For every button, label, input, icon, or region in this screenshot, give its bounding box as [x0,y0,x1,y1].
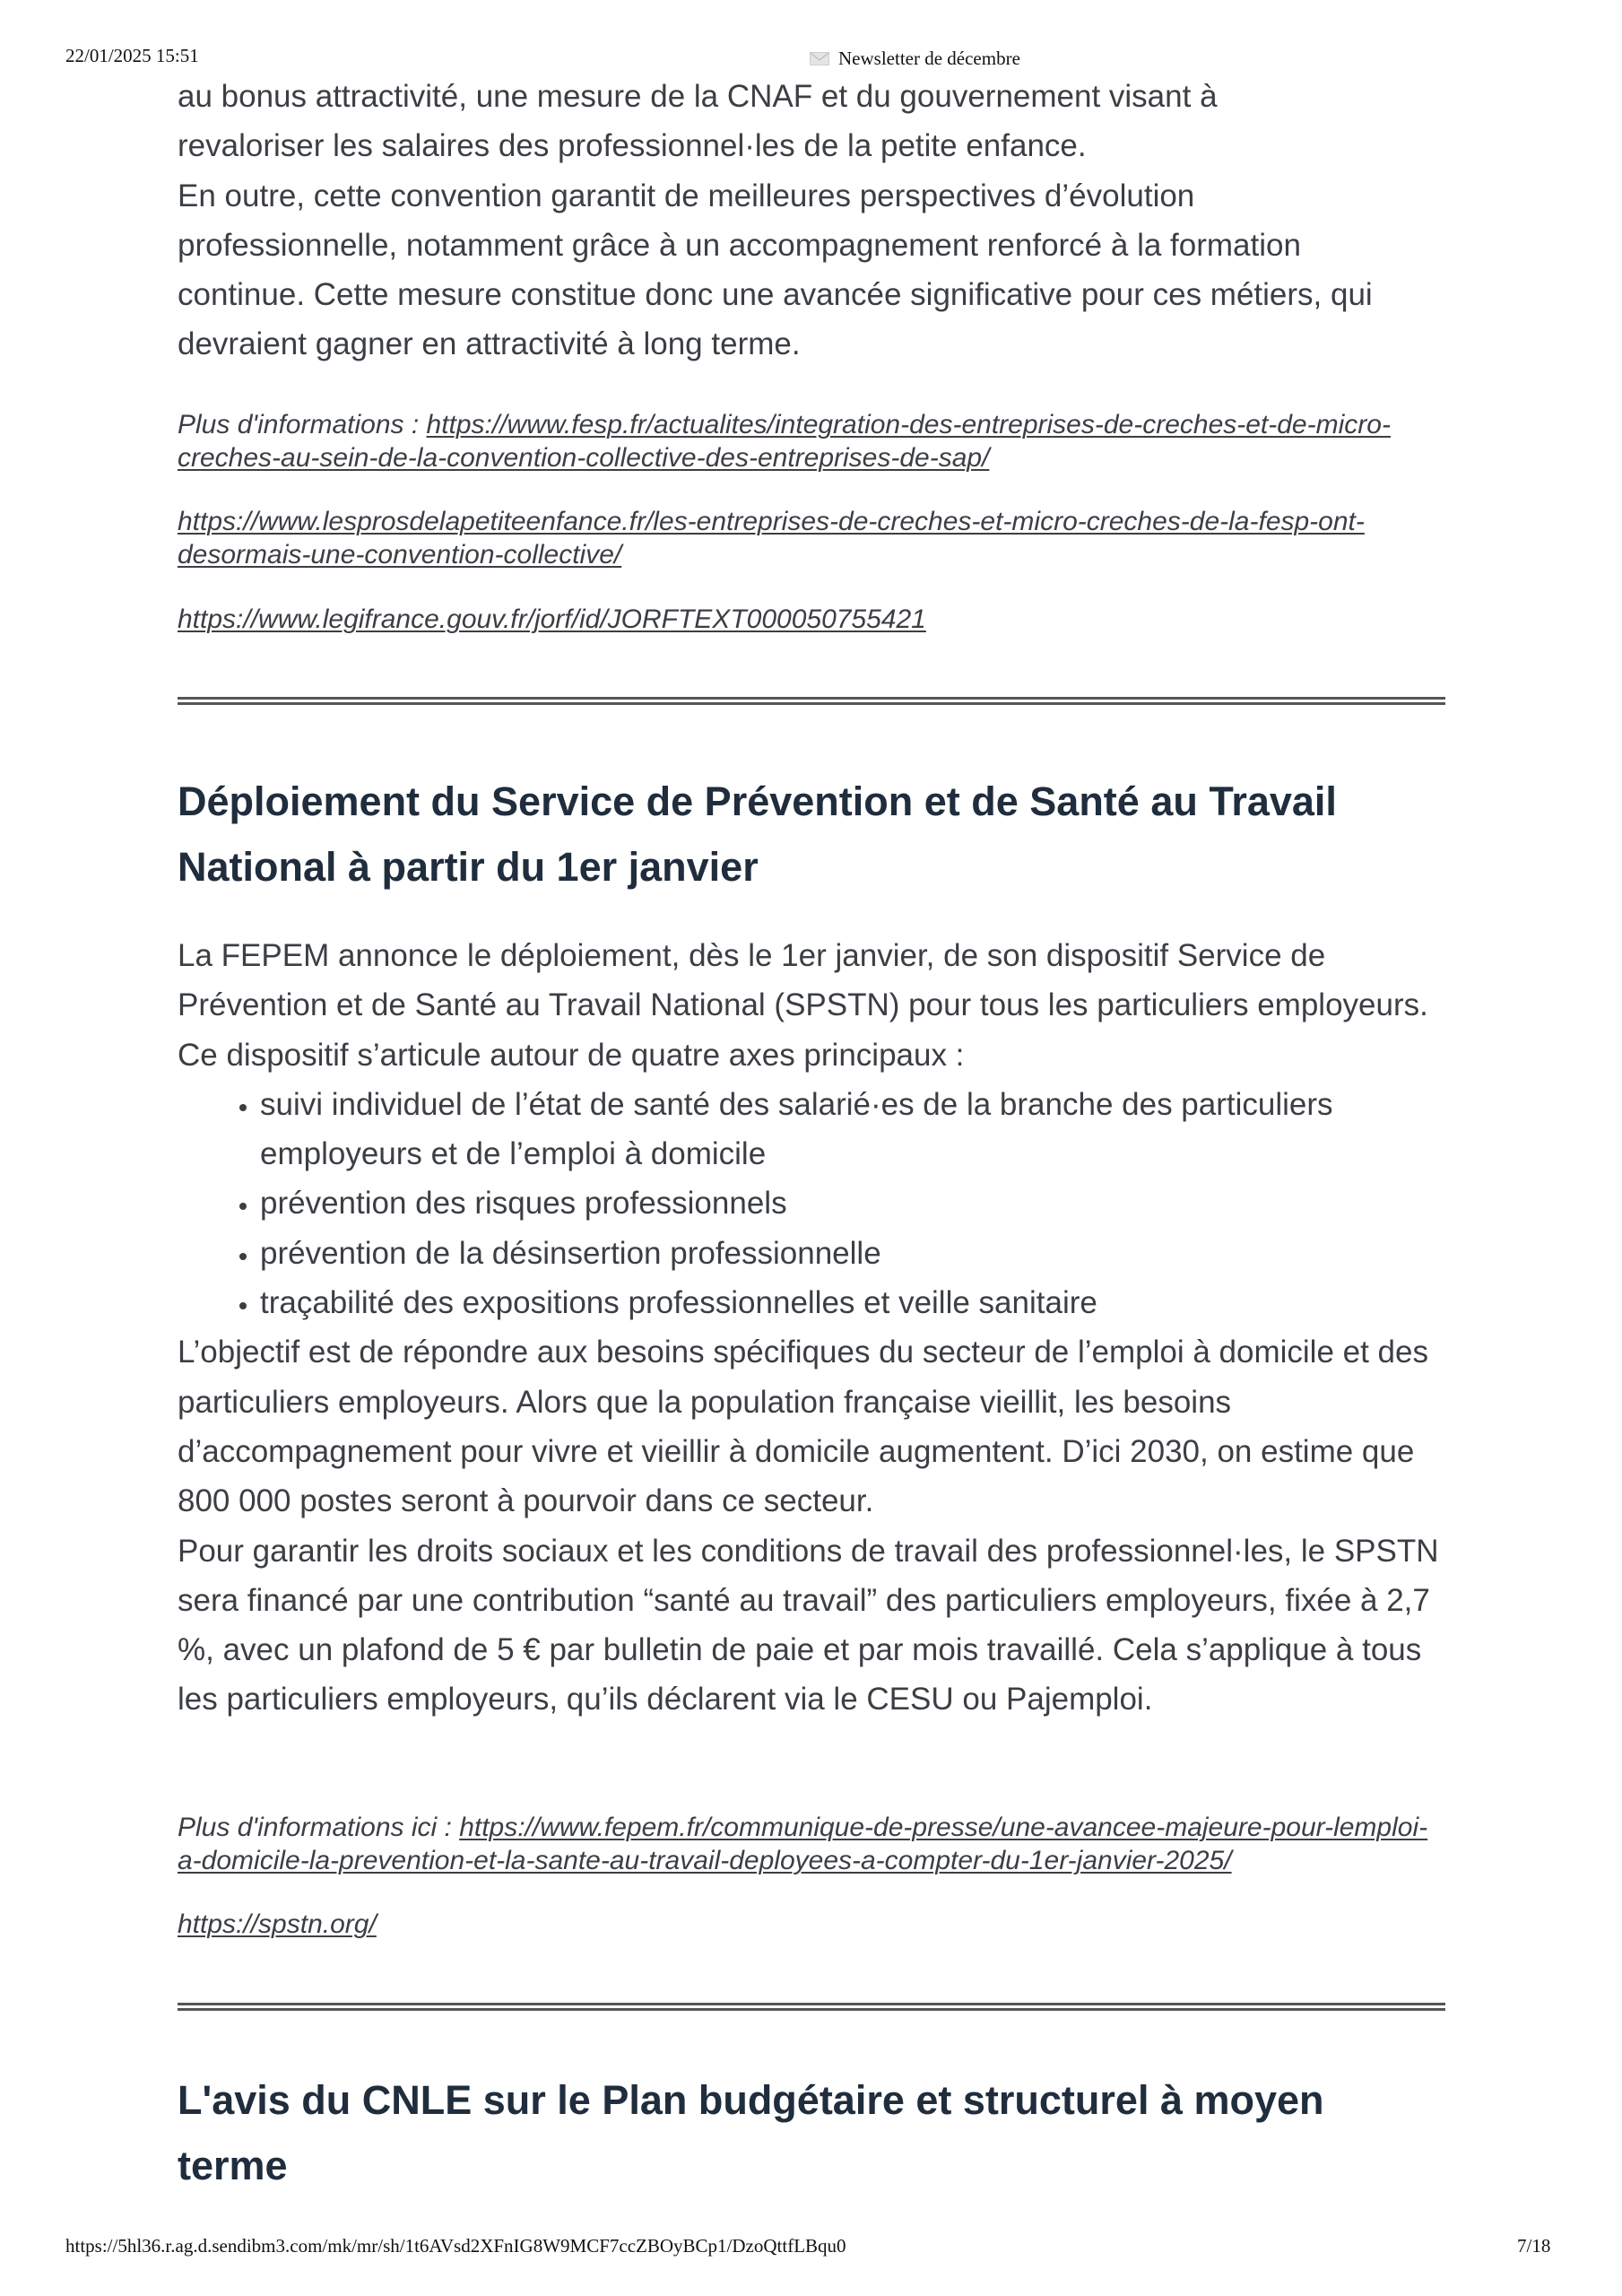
section-cnle [178,2067,1445,2198]
more-info-spstn [178,1811,1445,1877]
section-divider [178,697,1445,705]
section-prev-continuation [178,72,1445,370]
section-title: Déploiement du Service de Prévention et de Santé au Travail National à partir du 1er janvier [178,778,1337,890]
list-item: • prévention de la désinsertion professionnelle [260,1229,1445,1278]
print-footer-url: https://5hl36.r.ag.d.sendibm3.com/mk/mr/sh/1t6AVsd2XFnIG8W9MCF7ccZBOyBCp1/DzoQttfLBqu0 [65,2235,846,2257]
link-spstn[interactable]: https://spstn.org/ [178,1909,377,1939]
paragraph-line: au bonus attractivité, une mesure de la CNAF et du gouvernement visant à [178,79,1218,114]
list-item: • traçabilité des expositions professionnelles et veille sanitaire [260,1278,1445,1327]
section-divider [178,2003,1445,2011]
paragraph: L’objectif est de répondre aux besoins spécifiques du secteur de l’emploi à domicile et des particuliers employeurs. Alors que la population française vieillit, les besoins d’accompagnement pour vivre et vieillir à domicile augmentent. D’ici 2030, on estime que 800 000 postes seront à pourvoir dans ce secteur. [178,1335,1428,1519]
paragraph: La FEPEM annonce le déploiement, dès le 1er janvier, de son dispositif Service de Prévention et de Santé au Travail National (SPSTN) pour tous les particuliers employeurs. Ce dispositif s’articule autour de quatre axes principaux : [178,938,1428,1073]
paragraph: Pour garantir les droits sociaux et les conditions de travail des professionnel·les, le SPSTN sera financé par une contribution “santé au travail” des particuliers employeurs, fixée à 2,7 %, avec un plafond de 5 € par bulletin de paie et par mois travaillé. Cela s’applique à tous les particuliers employeurs, qu’ils déclarent via le CESU ou Pajemploi. [178,1533,1439,1718]
more-info-label: Plus d'informations ici : [178,1813,460,1842]
section-spstn [178,769,1445,900]
paragraph-line: revaloriser les salaires des professionnel·les de la petite enfance. [178,128,1087,164]
newsletter-title: Newsletter de décembre [838,48,1020,69]
more-info-line [178,1811,1445,1877]
more-info-prev [178,408,1445,474]
section-spstn-body [178,931,1445,1725]
paragraph: En outre, cette convention garantit de meilleures perspectives d’évolution professionnelle, notamment grâce à un accompagnement renforcé à la formation continue. Cette mesure constitue donc une avancée significative pour ces métiers, qui devraient gagner en attractivité à long terme. [178,178,1373,362]
link-fesp[interactable]: https://www.fesp.fr/actualites/integration-des-entreprises-de-creches-et-de-micro-creches-au-sein-de-la-convention-collective-des-entreprises-de-sap/ [178,410,1391,473]
more-info-label: Plus d'informations : [178,410,427,439]
link-fepem[interactable]: https://www.fepem.fr/communique-de-presse/une-avancee-majeure-pour-lemploi-a-domicile-la-prevention-et-la-sante-au-travail-deployees-a-compter-du-1er-janvier-2025/ [178,1813,1428,1875]
print-header-title [810,48,1020,69]
envelope-icon [810,52,829,65]
more-info-link-2 [178,505,1445,571]
more-info-line [178,408,1445,474]
list-item: • suivi individuel de l’état de santé des salarié·es de la branche des particuliers employeurs et de l’emploi à domicile [260,1080,1445,1179]
axes-list [178,1080,1445,1327]
link-lesprosdelapetiteenfance[interactable]: https://www.lesprosdelapetiteenfance.fr/les-entreprises-de-creches-et-micro-creches-de-la-fesp-ont-desormais-une-convention-collective/ [178,507,1365,570]
list-item: • prévention des risques professionnels [260,1178,1445,1228]
more-info-link-3 [178,603,1445,636]
link-legifrance[interactable]: https://www.legifrance.gouv.fr/jorf/id/JORFTEXT000050755421 [178,604,926,634]
print-date: 22/01/2025 15:51 [65,45,199,66]
more-info-link-spstn [178,1908,1445,1941]
page-number: 7/18 [1517,2235,1551,2257]
section-title: L'avis du CNLE sur le Plan budgétaire et structurel à moyen terme [178,2077,1324,2188]
